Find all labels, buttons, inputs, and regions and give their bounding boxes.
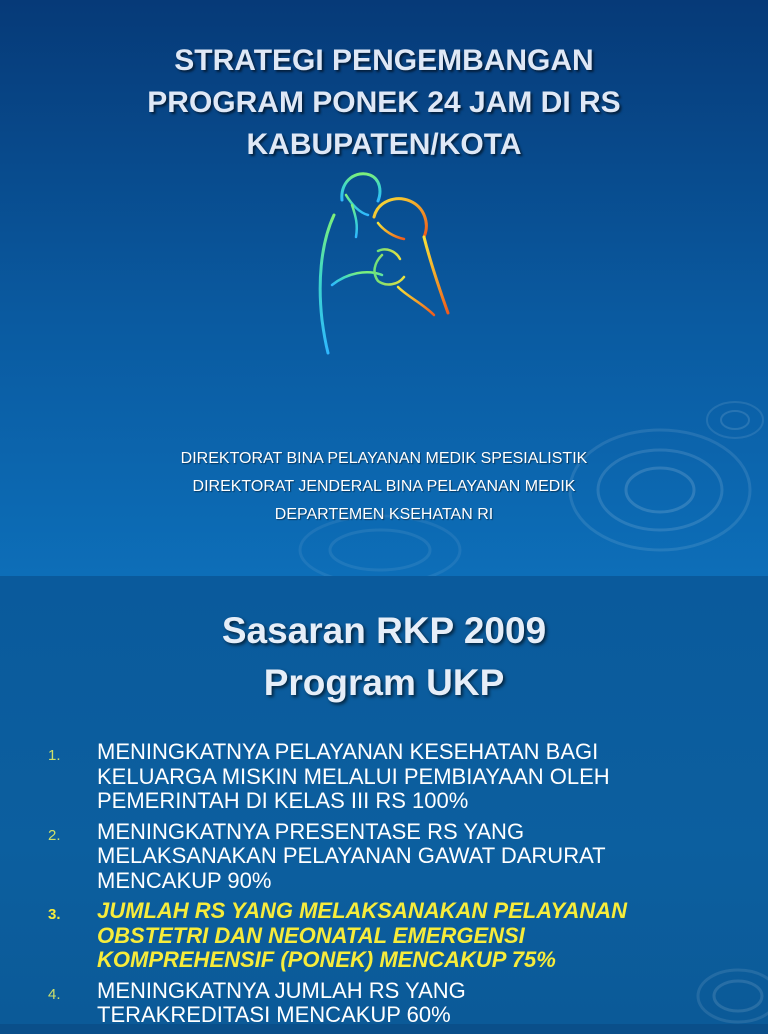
subtitle-line: DEPARTEMEN KSEHATAN RI bbox=[274, 506, 494, 523]
subtitle-line: DIREKTORAT BINA PELAYANAN MEDIK SPESIALISTIK bbox=[180, 450, 588, 467]
title-line: STRATEGI PENGEMBANGAN bbox=[174, 44, 594, 77]
item-text bbox=[97, 820, 757, 894]
item-number: 4. bbox=[48, 985, 61, 1003]
slide-title bbox=[40, 40, 728, 166]
item-line: PEMERINTAH DI KELAS III RS 100% bbox=[97, 788, 469, 813]
item-line: JUMLAH RS YANG MELAKSANAKAN PELAYANAN bbox=[97, 898, 628, 923]
item-line: MENINGKATNYA JUMLAH RS YANG bbox=[97, 977, 466, 1003]
title-line: Program UKP bbox=[263, 662, 505, 703]
title-line: Sasaran RKP 2009 bbox=[221, 610, 547, 651]
list-item bbox=[0, 979, 768, 1028]
item-line: MENCAKUP 90% bbox=[97, 867, 272, 893]
item-line: KOMPREHENSIF (PONEK) MENCAKUP 75% bbox=[97, 947, 556, 972]
subtitle-line: DIREKTORAT JENDERAL BINA PELAYANAN MEDIK bbox=[192, 478, 576, 495]
list-item bbox=[0, 820, 768, 894]
item-line: TERAKREDITASI MENCAKUP 60% bbox=[97, 1002, 451, 1027]
item-text bbox=[97, 740, 757, 814]
target-list bbox=[0, 740, 768, 1034]
title-line: PROGRAM PONEK 24 JAM DI RS bbox=[147, 86, 621, 119]
item-line: KELUARGA MISKIN MELALUI PEMBIAYAAN OLEH bbox=[97, 763, 610, 789]
item-text bbox=[97, 979, 757, 1028]
list-item bbox=[0, 740, 768, 814]
list-item-highlighted bbox=[0, 899, 768, 973]
mother-child-icon bbox=[312, 165, 458, 361]
slide-title-2 bbox=[40, 605, 728, 709]
item-line: MENINGKATNYA PELAYANAN KESEHATAN BAGI bbox=[97, 739, 599, 764]
item-line: MENINGKATNYA PRESENTASE RS YANG bbox=[97, 818, 525, 844]
title-line: KABUPATEN/KOTA bbox=[246, 128, 522, 161]
item-number: 1. bbox=[48, 747, 61, 764]
item-text bbox=[97, 899, 757, 973]
slide-subtitle bbox=[40, 445, 728, 529]
item-line: MELAKSANAKAN PELAYANAN GAWAT DARURAT bbox=[97, 843, 606, 868]
item-number: 2. bbox=[48, 826, 61, 844]
item-number: 3. bbox=[48, 906, 61, 923]
item-line: OBSTETRI DAN NEONATAL EMERGENSI bbox=[97, 922, 525, 948]
